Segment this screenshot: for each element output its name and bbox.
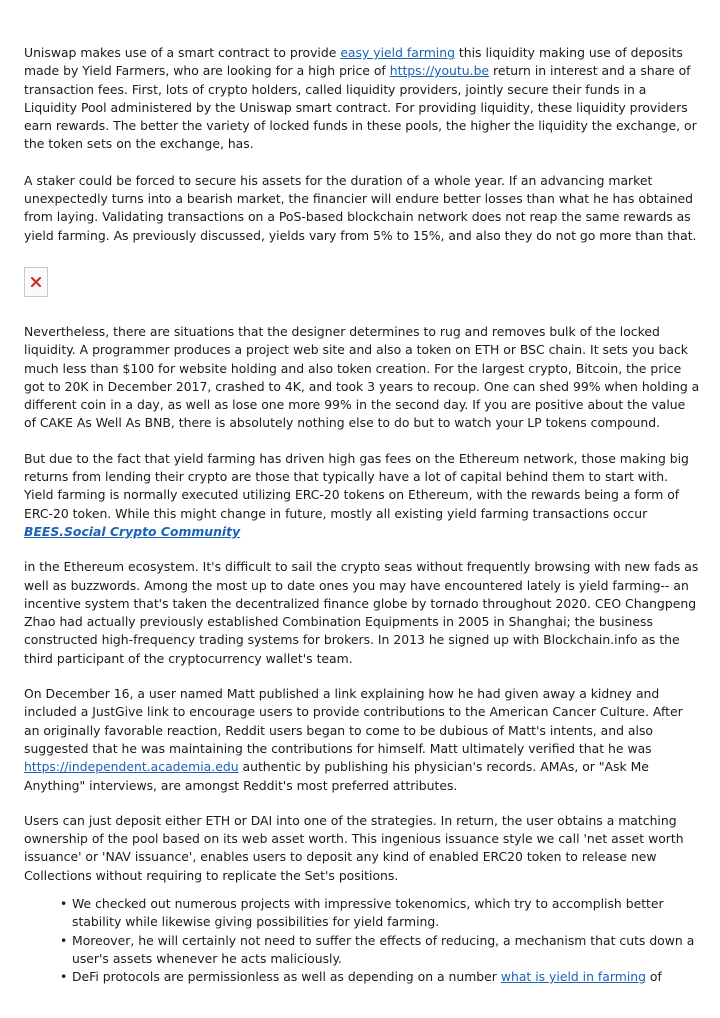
paragraph-reddit-matt	[24, 685, 700, 795]
list-item-text: Moreover, he will certainly not need to suffer the effects of reducing, a mechanism that cuts down a user's assets whenever he acts maliciously.	[72, 932, 695, 966]
paragraph-text: this liquidity making use of deposits made by Yield Farmers, who are looking for a high price of	[24, 45, 683, 79]
link-bees-social[interactable]: BEES.Social Crypto Community	[24, 523, 241, 539]
list-item	[60, 932, 700, 969]
paragraph-rug-pull: Nevertheless, there are situations that the designer determines to rug and removes bulk of the locked liquidity. A programmer produces a project web site and also a token on ETH or BSC chain. It sets you back much less than $100 for website holding and also token creation. For the largest crypto, Bitcoin, the price got to 20K in December 2017, crashed to 4K, and took 3 years to recoup. One can shed 99% when holding a different coin in a day, as well as lose one more 99% in the second day. If you are positive about the value of CAKE As Well As BNB, there is absolutely nothing else to do but to watch your LP tokens compound.	[24, 323, 700, 431]
bullet-dot-icon: •	[60, 895, 68, 911]
list-item-text: DeFi protocols are permissionless as well as depending on a number	[72, 969, 501, 985]
paragraph-text: On December 16, a user named Matt published a link explaining how he had given away a kidney and included a JustGive link to encourage users to provide contributions to the American Cancer Culture. After an originally favorable reaction, Reddit users began to come to be dubious of Matt's intents, and also suggested that he was maintaining the contributions for himself. Matt ultimately verified that he was	[24, 686, 683, 756]
link-easy-yield-farming[interactable]: easy yield farming	[340, 45, 455, 60]
list-item	[60, 895, 700, 932]
bullet-list	[60, 895, 700, 986]
link-youtu-be[interactable]: https://youtu.be	[389, 63, 490, 79]
paragraph-text: return in interest and a share of transaction fees. First, lots of crypto holders, called liquidity providers, jointly secure their funds in a Liquidity Pool administered by the Uniswap smart contract. For providing liquidity, these liquidity providers earn rewards. The better the variety of locked funds in these pools, the higher the liquidity the exchange, or the token sets on the exchange, has.	[24, 63, 697, 152]
paragraph-text: Uniswap makes use of a smart contract to provide	[24, 45, 341, 60]
paragraph-ethereum-ecosystem: in the Ethereum ecosystem. It's difficult to sail the crypto seas without frequently browsing with new fads as well as buzzwords. Among the most up to date ones you may have encountered lately is yield farming-- an incentive system that's taken the decentralized finance globe by tornado throughout 2020. CEO Changpeng Zhao had actually previously established Combination Equipments in 2005 in Shanghai; the business constructed high-frequency trading systems for brokers. In 2013 he signed up with Blockchain.info as the third participant of the cryptocurrency wallet's team.	[24, 559, 699, 666]
paragraph-nav-issuance: Users can just deposit either ETH or DAI into one of the strategies. In return, the user obtains a matching ownership of the pool based on its web asset worth. This ingenious issuance style we call 'net asset worth issuance' or 'NAV issuance', enables users to deposit any kind of enabled ERC20 token to release new Collections without requiring to replicate the Set's positions.	[24, 812, 684, 883]
list-item-text: We checked out numerous projects with impressive tokenomics, which try to accomplish better stability while likewise giving possibilities for yield farming.	[72, 895, 664, 930]
paragraph-uniswap	[24, 44, 700, 154]
link-academia[interactable]: https://independent.academia.edu	[24, 759, 239, 775]
paragraph-text: But due to the fact that yield farming has driven high gas fees on the Ethereum network, those making big returns from lending their crypto are those that typically have a lot of capital behind them to start with. Yield farming is normally executed utilizing ERC-20 tokens on Ethereum, with the rewards being a form of ERC-20 token. While this might change in future, mostly all existing yield farming transactions occur	[24, 450, 689, 521]
list-item	[60, 968, 700, 986]
paragraph-staker: A staker could be forced to secure his assets for the duration of a whole year. If an advancing market unexpectedly turns into a bearish market, the financier will endure better losses than what he has obtained from laying. Validating transactions on a PoS-based blockchain network does not reap the same rewards as yield farming. As previously discussed, yields vary from 5% to 15%, and also they do not go more than that.	[24, 172, 697, 243]
broken-image-icon	[30, 276, 42, 288]
bullet-dot-icon: •	[60, 969, 68, 985]
bullet-dot-icon: •	[60, 932, 68, 948]
link-what-is-yield-farming[interactable]: what is yield in farming	[500, 969, 646, 985]
paragraph-text: authentic by publishing his physician's records. AMAs, or "Ask Me Anything" interviews, are amongst Reddit's most preferred attributes.	[24, 759, 649, 793]
broken-image	[24, 267, 48, 297]
document-page	[24, 44, 700, 986]
paragraph-gas-fees	[24, 450, 700, 541]
list-item-text: of	[645, 969, 662, 985]
